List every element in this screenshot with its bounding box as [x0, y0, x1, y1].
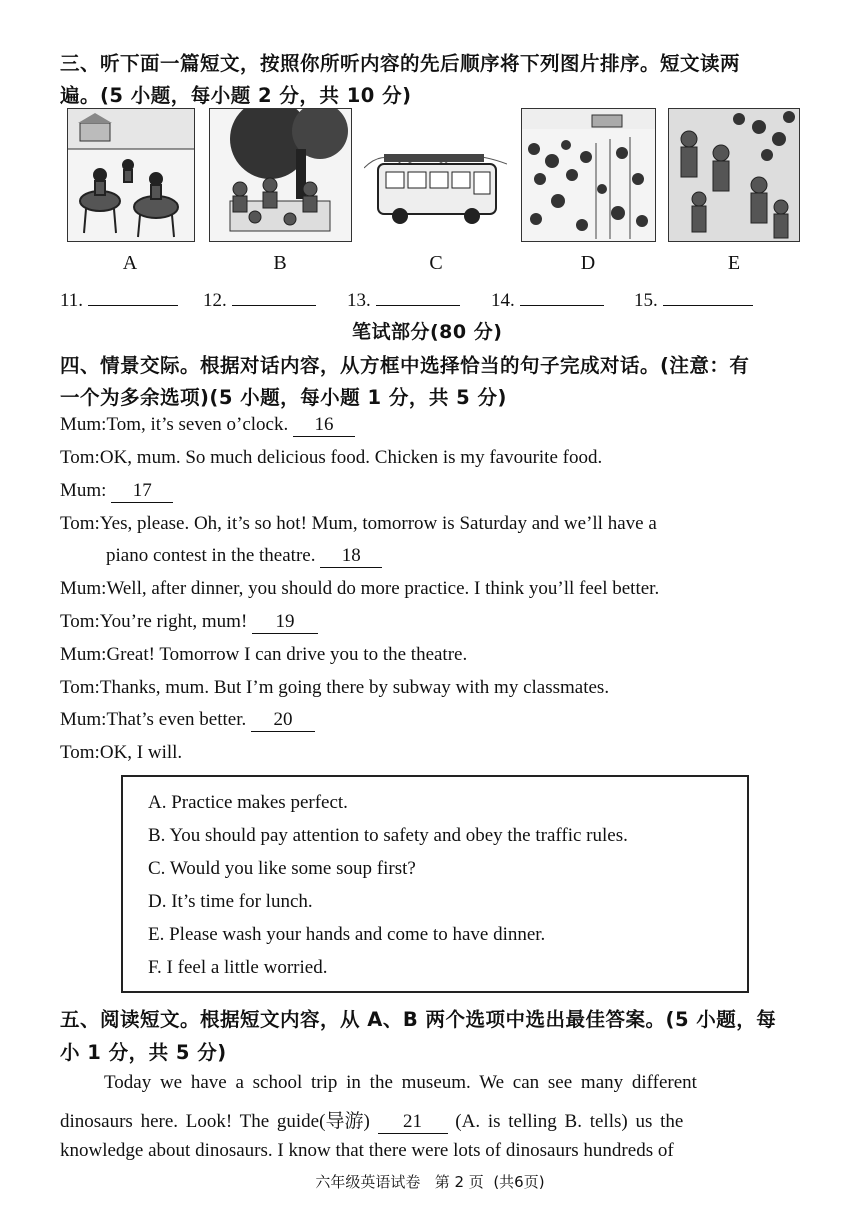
option-f: F. I feel a little worried.: [148, 957, 328, 978]
passage-line-3: knowledge about dinosaurs. I know that there were lots of dinosaurs hundreds of: [60, 1140, 674, 1161]
picture-label-a: A: [122, 252, 138, 274]
option-b: B. You should pay attention to safety and obey the traffic rules.: [148, 825, 628, 846]
answer-15[interactable]: 15.: [634, 287, 753, 312]
answer-13[interactable]: 13.: [347, 287, 460, 312]
option-a: A. Practice makes perfect.: [148, 792, 348, 813]
picture-label-c: C: [429, 252, 443, 274]
section4-title-line2: 一个为多余选项)(5 小题，每小题 1 分，共 5 分): [60, 386, 507, 409]
section4-title-line1: 四、情景交际。根据对话内容，从方框中选择恰当的句子完成对话。(注意：有: [60, 354, 750, 377]
blank-18[interactable]: 18: [320, 545, 382, 568]
blank-19[interactable]: 19: [252, 611, 318, 634]
flowers-picture: [521, 108, 656, 242]
dialogue-line-9: Tom:Thanks, mum. But I’m going there by subway with my classmates.: [60, 677, 610, 698]
picture-label-e: E: [727, 252, 741, 274]
picnic-picture: [209, 108, 352, 242]
horse-riding-picture: [67, 108, 195, 242]
dialogue-line-4: Tom:Yes, please. Oh, it’s so hot! Mum, tomorrow is Saturday and we’ll have a: [60, 513, 657, 534]
option-d: D. It’s time for lunch.: [148, 891, 313, 912]
option-e: E. Please wash your hands and come to have dinner.: [148, 924, 546, 945]
dialogue-line-11: Tom:OK, I will.: [60, 742, 183, 763]
answer-11[interactable]: 11.: [60, 287, 178, 312]
blank-16[interactable]: 16: [293, 414, 355, 437]
dialogue-line-6: Mum:Well, after dinner, you should do more practice. I think you’ll feel better.: [60, 578, 660, 599]
picture-label-d: D: [580, 252, 596, 274]
answer-12[interactable]: 12.: [203, 287, 316, 312]
dialogue-line-7: Tom:You’re right, mum! 19: [60, 611, 318, 634]
section3-title-line2: 遍。(5 小题，每小题 2 分，共 10 分): [60, 84, 412, 107]
passage-line-2: dinosaurs here. Look! The guide(导游) 21 (A. is telling B. tells) us the: [60, 1111, 684, 1132]
fruit-picking-picture: [668, 108, 800, 242]
answer-14[interactable]: 14.: [491, 287, 604, 312]
passage-line-1: Today we have a school trip in the museum. We can see many different: [104, 1072, 697, 1093]
page-footer: 六年级英语试卷 第 2 页 (共6页): [315, 1173, 545, 1191]
dialogue-line-3: Mum: 17: [60, 480, 173, 503]
dialogue-line-5: piano contest in the theatre. 18: [106, 545, 382, 568]
dialogue-line-8: Mum:Great! Tomorrow I can drive you to the theatre.: [60, 644, 468, 665]
section5-title-line2: 小 1 分，共 5 分): [60, 1041, 227, 1064]
dialogue-line-2: Tom:OK, mum. So much delicious food. Chicken is my favourite food.: [60, 447, 603, 468]
picture-label-b: B: [273, 252, 287, 274]
written-part-title: 笔试部分(80 分): [352, 321, 503, 343]
dialogue-line-1: Mum:Tom, it’s seven o’clock. 16: [60, 414, 355, 437]
bus-picture: [364, 108, 507, 240]
dialogue-line-10: Mum:That’s even better. 20: [60, 709, 315, 732]
blank-21[interactable]: 21: [378, 1111, 448, 1134]
blank-17[interactable]: 17: [111, 480, 173, 503]
section3-title-line1: 三、听下面一篇短文，按照你所听内容的先后顺序将下列图片排序。短文读两: [60, 52, 741, 75]
blank-20[interactable]: 20: [251, 709, 315, 732]
section5-title-line1: 五、阅读短文。根据短文内容，从 A、B 两个选项中选出最佳答案。(5 小题，每: [60, 1008, 777, 1031]
option-c: C. Would you like some soup first?: [148, 858, 416, 879]
